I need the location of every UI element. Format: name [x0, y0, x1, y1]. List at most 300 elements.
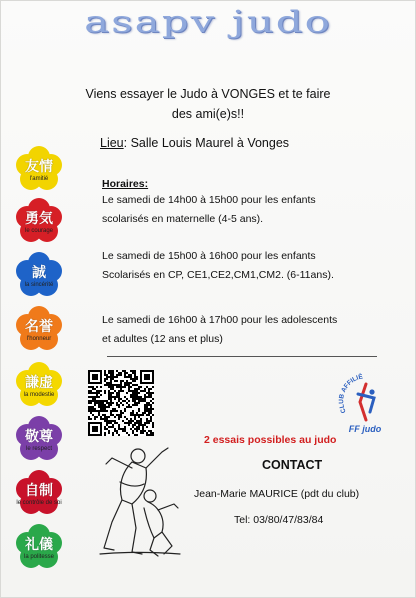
qr-module	[134, 414, 136, 416]
qr-module	[134, 392, 136, 394]
qr-module	[136, 376, 138, 378]
qr-module	[120, 412, 122, 414]
qr-module	[100, 416, 102, 418]
qr-module	[104, 418, 106, 420]
qr-module	[102, 404, 104, 406]
qr-module	[114, 428, 116, 430]
qr-module	[112, 434, 114, 436]
qr-module	[88, 416, 90, 418]
qr-module	[142, 398, 144, 400]
qr-module	[114, 398, 116, 400]
qr-module	[100, 394, 102, 396]
qr-module	[138, 398, 140, 400]
qr-module	[126, 384, 128, 386]
qr-module	[124, 376, 126, 378]
qr-module	[124, 426, 126, 428]
intro-line-2: des ami(e)s!!	[171, 107, 245, 121]
schedule-3-line-1: Le samedi de 16h00 à 17h00 pour les adolescents	[102, 314, 338, 326]
qr-module	[124, 430, 126, 432]
qr-module	[128, 424, 130, 426]
qr-module	[120, 388, 122, 390]
qr-module	[88, 390, 90, 392]
qr-module	[134, 404, 136, 406]
qr-module	[134, 424, 136, 426]
qr-module	[118, 372, 120, 374]
qr-module	[134, 402, 136, 404]
qr-module	[140, 432, 142, 434]
qr-module	[120, 380, 122, 382]
qr-module	[140, 422, 142, 424]
qr-module	[90, 402, 92, 404]
qr-module	[148, 422, 150, 424]
qr-module	[112, 424, 114, 426]
qr-module	[130, 386, 132, 388]
qr-module	[124, 400, 126, 402]
qr-module	[152, 424, 154, 426]
qr-module	[118, 424, 120, 426]
qr-module	[116, 432, 118, 434]
qr-module	[98, 400, 100, 402]
intro-line-1: Viens essayer le Judo à VONGES et te faire	[85, 87, 331, 101]
qr-module	[96, 390, 98, 392]
qr-module	[118, 400, 120, 402]
qr-module	[124, 396, 126, 398]
qr-module	[124, 422, 126, 424]
qr-module	[136, 388, 138, 390]
qr-module	[90, 408, 92, 410]
qr-module	[136, 404, 138, 406]
qr-module	[104, 408, 106, 410]
qr-module	[132, 370, 134, 372]
contact-heading: CONTACT	[262, 458, 323, 472]
qr-module	[140, 400, 142, 402]
qr-module	[112, 432, 114, 434]
qr-module	[148, 394, 150, 396]
qr-module	[104, 416, 106, 418]
qr-module	[118, 434, 120, 436]
virtue-label: le contrôle de soi	[16, 500, 62, 506]
qr-module	[126, 406, 128, 408]
qr-module	[110, 384, 112, 386]
qr-module	[132, 400, 134, 402]
qr-module	[150, 388, 152, 390]
qr-module	[136, 402, 138, 404]
qr-module	[110, 382, 112, 384]
qr-module	[150, 420, 152, 422]
qr-module	[150, 394, 152, 396]
qr-module	[138, 414, 140, 416]
qr-module	[108, 384, 110, 386]
qr-module	[134, 384, 136, 386]
ffjudo-arc-text: CLUB AFFILIÉ	[338, 373, 364, 415]
qr-module	[104, 384, 106, 386]
qr-module	[150, 408, 152, 410]
qr-module	[130, 382, 132, 384]
qr-module	[118, 384, 120, 386]
qr-module	[148, 414, 150, 416]
qr-module	[100, 406, 102, 408]
qr-module	[108, 416, 110, 418]
qr-module	[138, 424, 140, 426]
qr-module	[134, 398, 136, 400]
qr-module	[144, 412, 146, 414]
qr-module	[126, 402, 128, 404]
qr-module	[112, 384, 114, 386]
qr-module	[128, 434, 130, 436]
qr-module	[98, 414, 100, 416]
qr-module	[136, 394, 138, 396]
qr-module	[106, 428, 108, 430]
virtue-label: la modestie	[23, 392, 55, 398]
qr-module	[102, 408, 104, 410]
qr-module	[144, 388, 146, 390]
qr-module	[132, 378, 134, 380]
qr-module	[104, 432, 106, 434]
qr-module	[110, 376, 112, 378]
qr-module	[136, 420, 138, 422]
virtue-kanji: 友情	[25, 159, 53, 175]
qr-module	[146, 434, 148, 436]
qr-module	[124, 372, 126, 374]
qr-module	[100, 410, 102, 412]
qr-module	[130, 374, 132, 376]
virtue-kanji: 敬尊	[25, 429, 53, 445]
qr-module	[116, 370, 118, 372]
contact-phone: Tel: 03/80/47/83/84	[234, 514, 324, 526]
qr-module	[98, 392, 100, 394]
qr-module	[90, 406, 92, 408]
qr-module	[140, 414, 142, 416]
qr-module	[126, 380, 128, 382]
qr-module	[92, 392, 94, 394]
qr-module	[114, 420, 116, 422]
qr-module	[130, 412, 132, 414]
qr-module	[144, 396, 146, 398]
qr-module	[142, 412, 144, 414]
qr-module	[146, 396, 148, 398]
qr-module	[96, 410, 98, 412]
qr-module	[114, 376, 116, 378]
qr-module	[120, 384, 122, 386]
qr-module	[96, 386, 98, 388]
qr-finder	[92, 426, 98, 432]
qr-module	[132, 424, 134, 426]
qr-module	[128, 386, 130, 388]
virtue-label: la sincérité	[24, 282, 54, 288]
qr-module	[108, 404, 110, 406]
qr-module	[104, 390, 106, 392]
qr-module	[142, 432, 144, 434]
qr-module	[94, 398, 96, 400]
qr-module	[90, 392, 92, 394]
qr-module	[100, 408, 102, 410]
schedule-block-1	[102, 176, 316, 227]
qr-module	[104, 420, 106, 422]
qr-module	[96, 396, 98, 398]
qr-module	[148, 412, 150, 414]
qr-module	[128, 390, 130, 392]
qr-module	[132, 398, 134, 400]
qr-module	[118, 398, 120, 400]
qr-module	[116, 394, 118, 396]
qr-module	[98, 390, 100, 392]
qr-module	[146, 420, 148, 422]
qr-module	[104, 400, 106, 402]
qr-module	[134, 422, 136, 424]
qr-module	[134, 396, 136, 398]
qr-module	[102, 400, 104, 402]
qr-module	[110, 426, 112, 428]
qr-module	[152, 398, 154, 400]
qr-module	[134, 378, 136, 380]
qr-module	[118, 396, 120, 398]
qr-module	[114, 384, 116, 386]
qr-module	[98, 396, 100, 398]
qr-module	[104, 410, 106, 412]
qr-module	[132, 394, 134, 396]
qr-module	[116, 414, 118, 416]
qr-module	[108, 376, 110, 378]
qr-module	[132, 414, 134, 416]
qr-module	[120, 398, 122, 400]
virtue-kanji: 名誉	[25, 319, 53, 335]
qr-module	[144, 390, 146, 392]
judoka-throw-illustration	[92, 438, 184, 558]
qr-module	[112, 370, 114, 372]
qr-module	[124, 382, 126, 384]
qr-module	[118, 416, 120, 418]
qr-module	[120, 374, 122, 376]
qr-module	[146, 410, 148, 412]
qr-module	[92, 386, 94, 388]
qr-module	[152, 426, 154, 428]
qr-module	[146, 418, 148, 420]
qr-module	[152, 432, 154, 434]
qr-module	[140, 420, 142, 422]
flyer-title: asapv judo	[84, 4, 332, 40]
qr-module	[152, 422, 154, 424]
qr-module	[138, 408, 140, 410]
qr-module	[116, 386, 118, 388]
qr-module	[94, 396, 96, 398]
qr-module	[134, 390, 136, 392]
qr-module	[104, 374, 106, 376]
qr-module	[116, 376, 118, 378]
qr-module	[124, 416, 126, 418]
qr-module	[142, 430, 144, 432]
qr-module	[104, 426, 106, 428]
location-label: Lieu	[100, 136, 124, 150]
qr-module	[88, 386, 90, 388]
qr-module	[90, 390, 92, 392]
qr-module	[92, 396, 94, 398]
qr-module	[132, 380, 134, 382]
qr-module	[110, 394, 112, 396]
qr-module	[146, 406, 148, 408]
qr-module	[96, 400, 98, 402]
qr-module	[126, 392, 128, 394]
qr-module	[90, 400, 92, 402]
qr-module	[92, 406, 94, 408]
qr-module	[88, 402, 90, 404]
qr-module	[150, 406, 152, 408]
qr-module	[134, 434, 136, 436]
qr-module	[130, 418, 132, 420]
qr-module	[108, 426, 110, 428]
qr-module	[122, 370, 124, 372]
ffjudo-name: FF judo	[348, 424, 382, 434]
qr-module	[104, 404, 106, 406]
qr-module	[110, 404, 112, 406]
contact-person: Jean-Marie MAURICE (pdt du club)	[194, 488, 360, 500]
qr-module	[116, 380, 118, 382]
qr-module	[108, 390, 110, 392]
qr-module	[112, 426, 114, 428]
qr-module	[132, 384, 134, 386]
qr-module	[106, 374, 108, 376]
qr-module	[132, 404, 134, 406]
virtue-flower	[12, 200, 66, 244]
qr-module	[150, 410, 152, 412]
qr-module	[138, 422, 140, 424]
virtue-flower	[12, 364, 66, 408]
qr-module	[134, 374, 136, 376]
qr-module	[104, 406, 106, 408]
qr-module	[152, 386, 154, 388]
location-value: : Salle Louis Maurel à Vonges	[123, 136, 290, 150]
virtue-kanji: 勇気	[25, 211, 53, 227]
qr-module	[88, 392, 90, 394]
qr-module	[102, 414, 104, 416]
qr-module	[110, 402, 112, 404]
qr-module	[144, 406, 146, 408]
qr-module	[118, 414, 120, 416]
qr-module	[106, 400, 108, 402]
qr-module	[106, 384, 108, 386]
divider-line	[107, 356, 377, 357]
qr-module	[120, 390, 122, 392]
qr-module	[116, 410, 118, 412]
qr-module	[110, 380, 112, 382]
qr-module	[94, 404, 96, 406]
qr-module	[148, 388, 150, 390]
qr-module	[88, 410, 90, 412]
qr-module	[146, 422, 148, 424]
qr-module	[108, 406, 110, 408]
qr-module	[130, 376, 132, 378]
qr-module	[120, 414, 122, 416]
qr-module	[128, 388, 130, 390]
qr-module	[98, 412, 100, 414]
qr-module	[118, 418, 120, 420]
qr-module	[116, 430, 118, 432]
qr-module	[104, 414, 106, 416]
qr-module	[140, 390, 142, 392]
qr-module	[116, 384, 118, 386]
qr-module	[102, 406, 104, 408]
qr-module	[148, 408, 150, 410]
qr-module	[108, 386, 110, 388]
qr-module	[136, 412, 138, 414]
qr-module	[116, 392, 118, 394]
qr-module	[110, 374, 112, 376]
qr-module	[134, 370, 136, 372]
qr-module	[126, 432, 128, 434]
qr-module	[118, 386, 120, 388]
qr-module	[112, 386, 114, 388]
qr-module	[128, 382, 130, 384]
qr-module	[140, 398, 142, 400]
qr-module	[144, 398, 146, 400]
qr-module	[92, 400, 94, 402]
qr-module	[134, 394, 136, 396]
qr-module	[114, 410, 116, 412]
qr-module	[114, 430, 116, 432]
qr-module	[142, 414, 144, 416]
qr-module	[142, 426, 144, 428]
qr-module	[120, 386, 122, 388]
qr-module	[146, 402, 148, 404]
qr-module	[138, 396, 140, 398]
qr-module	[92, 408, 94, 410]
qr-module	[112, 402, 114, 404]
virtue-flower	[12, 418, 66, 462]
qr-module	[126, 398, 128, 400]
qr-module	[88, 400, 90, 402]
qr-module	[150, 418, 152, 420]
qr-module	[122, 430, 124, 432]
qr-module	[124, 428, 126, 430]
qr-module	[88, 406, 90, 408]
qr-module	[110, 414, 112, 416]
qr-module	[114, 422, 116, 424]
qr-module	[134, 380, 136, 382]
qr-module	[94, 410, 96, 412]
qr-module	[132, 390, 134, 392]
qr-module	[114, 396, 116, 398]
qr-module	[148, 390, 150, 392]
qr-module	[140, 396, 142, 398]
qr-module	[110, 422, 112, 424]
qr-module	[152, 408, 154, 410]
virtue-flower	[12, 472, 66, 516]
qr-module	[108, 422, 110, 424]
qr-module	[96, 402, 98, 404]
schedule-1-line-2: scolarisés en maternelle (4-5 ans).	[102, 213, 264, 225]
qr-module	[134, 388, 136, 390]
qr-module	[142, 400, 144, 402]
qr-module	[146, 404, 148, 406]
qr-module	[90, 418, 92, 420]
qr-module	[134, 428, 136, 430]
qr-module	[92, 398, 94, 400]
qr-module	[146, 426, 148, 428]
qr-module	[110, 370, 112, 372]
qr-module	[92, 410, 94, 412]
qr-module	[94, 402, 96, 404]
qr-module	[118, 426, 120, 428]
schedule-1-line-1: Le samedi de 14h00 à 15h00 pour les enfants	[102, 194, 316, 206]
qr-module	[136, 434, 138, 436]
qr-module	[102, 410, 104, 412]
qr-module	[138, 388, 140, 390]
qr-module	[108, 430, 110, 432]
qr-module	[110, 410, 112, 412]
qr-module	[132, 432, 134, 434]
qr-module	[104, 434, 106, 436]
qr-module	[136, 428, 138, 430]
qr-module	[120, 416, 122, 418]
